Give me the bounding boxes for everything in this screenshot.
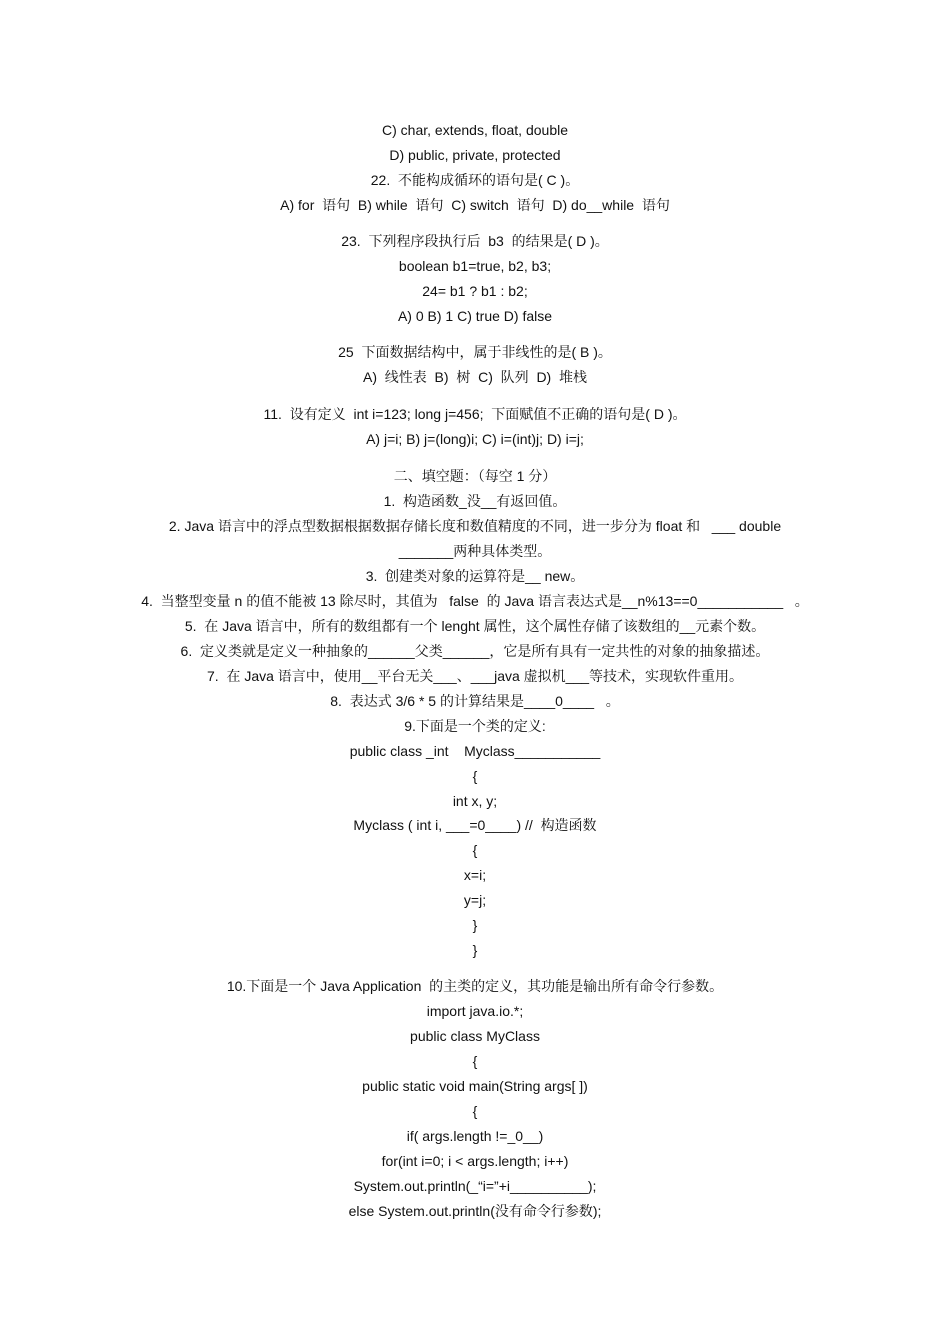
fill-question-2: 2. Java 语言中的浮点型数据根据数据存储长度和数值精度的不同，进一步分为 float 和 ___ double bbox=[168, 518, 782, 534]
code-line: System.out.println(_“i=”+i__________); bbox=[353, 1178, 597, 1194]
code-line: Myclass ( int i, ___=0____) // 构造函数 bbox=[353, 817, 597, 833]
fill-question-3: 3. 创建类对象的运算符是__ new。 bbox=[365, 568, 585, 584]
code-line: int x, y; bbox=[452, 793, 498, 809]
code-line: boolean b1=true, b2, b3; bbox=[398, 258, 552, 274]
code-line: else System.out.println(没有命令行参数); bbox=[348, 1203, 602, 1219]
fill-question-6: 6. 定义类就是定义一种抽象的______父类______，它是所有具有一定共性的对象的抽象描述。 bbox=[180, 643, 770, 659]
question-23: 23. 下列程序段执行后 b3 的结果是( D )。 bbox=[341, 233, 609, 249]
code-line: { bbox=[472, 768, 478, 784]
section-heading: 二、填空题：（每空 1 分） bbox=[393, 468, 557, 484]
code-line: } bbox=[472, 942, 478, 958]
code-line: for(int i=0; i < args.length; i++) bbox=[381, 1153, 569, 1169]
question-22-options: A) for 语句 B) while 语句 C) switch 语句 D) do__while 语句 bbox=[280, 197, 670, 213]
question-22: 22. 不能构成循环的语句是( C )。 bbox=[370, 172, 580, 188]
code-line: y=j; bbox=[463, 892, 487, 908]
code-line: 24= b1 ? b1 : b2; bbox=[422, 283, 528, 299]
fill-question-9: 9.下面是一个类的定义: bbox=[404, 718, 546, 734]
question-25-options: A) 线性表 B) 树 C) 队列 D) 堆栈 bbox=[363, 369, 587, 385]
option-c-line: C) char, extends, float, double bbox=[382, 122, 568, 138]
fill-question-5: 5. 在 Java 语言中，所有的数组都有一个 lenght 属性，这个属性存储了该数组的__元素个数。 bbox=[184, 618, 766, 634]
code-line: public class MyClass bbox=[410, 1028, 540, 1044]
code-line: x=i; bbox=[463, 867, 487, 883]
question-25: 25 下面数据结构中，属于非线性的是( B )。 bbox=[338, 344, 612, 360]
code-line: { bbox=[472, 1053, 478, 1069]
fill-question-8: 8. 表达式 3/6 * 5 的计算结果是____0____ 。 bbox=[330, 693, 620, 709]
code-line: if( args.length !=_0__) bbox=[406, 1128, 544, 1144]
question-11: 11. 设有定义 int i=123; long j=456; 下面赋值不正确的语句是( D )。 bbox=[263, 406, 687, 422]
fill-question-1: 1. 构造函数_没__有返回值。 bbox=[383, 493, 567, 509]
fill-question-4: 4. 当整型变量 n 的值不能被 13 除尽时，其值为 false 的 Java 语言表达式是__n%13==0___________ 。 bbox=[141, 593, 809, 609]
fill-question-7: 7. 在 Java 语言中，使用__平台无关___、___java 虚拟机___等技术，实现软件重用。 bbox=[206, 668, 744, 684]
option-d-line: D) public, private, protected bbox=[389, 147, 561, 163]
fill-question-10: 10.下面是一个 Java Application 的主类的定义，其功能是输出所有命令行参数。 bbox=[226, 978, 724, 994]
code-line: public static void main(String args[ ]) bbox=[362, 1078, 588, 1094]
code-line: } bbox=[472, 917, 478, 933]
code-line: public class _int Myclass___________ bbox=[349, 743, 601, 759]
question-11-options: A) j=i; B) j=(long)i; C) i=(int)j; D) i=j; bbox=[366, 431, 584, 447]
code-line: { bbox=[472, 1103, 478, 1119]
fill-question-2-cont: _______两种具体类型。 bbox=[398, 543, 552, 559]
code-line: { bbox=[472, 842, 478, 858]
code-line: import java.io.*; bbox=[426, 1003, 524, 1019]
question-23-options: A) 0 B) 1 C) true D) false bbox=[397, 308, 553, 324]
